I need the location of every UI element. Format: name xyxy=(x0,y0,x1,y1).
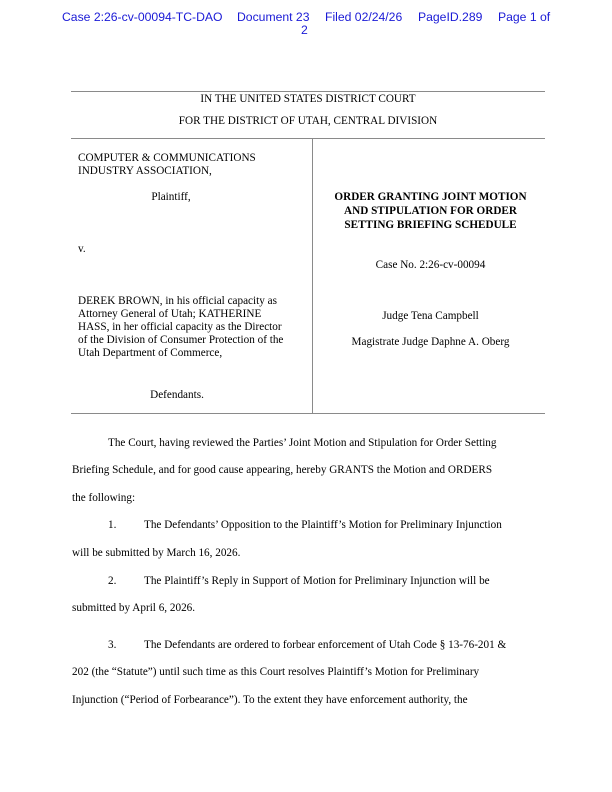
defendants-line: of the Division of Consumer Protection of the xyxy=(78,334,284,346)
plaintiff-name-line2: INDUSTRY ASSOCIATION, xyxy=(78,165,212,177)
filed-date-stamp: Filed 02/24/26 xyxy=(325,10,403,24)
caption-bottom-rule xyxy=(71,413,545,414)
defendants-line: HASS, in her official capacity as the Director xyxy=(78,321,282,333)
item-text: Injunction (“Period of Forbearance”). To the extent they have enforcement authority, the xyxy=(72,694,468,706)
order-title-line: AND STIPULATION FOR ORDER xyxy=(344,205,517,217)
defendants-line: DEREK BROWN, in his official capacity as xyxy=(78,295,277,307)
item-number: 3. xyxy=(108,639,117,651)
court-district: FOR THE DISTRICT OF UTAH, CENTRAL DIVISION xyxy=(178,115,438,127)
versus: v. xyxy=(78,243,86,255)
magistrate-judge-name: Magistrate Judge Daphne A. Oberg xyxy=(351,336,510,348)
intro-line: Briefing Schedule, and for good cause appearing, hereby GRANTS the Motion and ORDERS xyxy=(72,464,493,476)
item-text: The Plaintiff’s Reply in Support of Motion for Preliminary Injunction will be xyxy=(144,575,490,587)
pageid-stamp: PageID.289 xyxy=(418,10,483,24)
judge-name: Judge Tena Campbell xyxy=(382,310,479,322)
caption-divider xyxy=(312,139,313,414)
court-name: IN THE UNITED STATES DISTRICT COURT xyxy=(200,93,416,105)
order-title-line: ORDER GRANTING JOINT MOTION xyxy=(334,191,527,203)
order-title-line: SETTING BRIEFING SCHEDULE xyxy=(344,219,517,231)
defendants-line: Utah Department of Commerce, xyxy=(78,347,223,359)
document-number-stamp: Document 23 xyxy=(237,10,310,24)
intro-line: the following: xyxy=(72,492,136,504)
case-number-stamp: Case 2:26-cv-00094-TC-DAO xyxy=(62,10,223,24)
caption-top-rule xyxy=(71,138,545,139)
intro-line: The Court, having reviewed the Parties’ Joint Motion and Stipulation for Order Setting xyxy=(108,437,497,449)
defendants-line: Attorney General of Utah; KATHERINE xyxy=(78,308,262,320)
plaintiff-name-line1: COMPUTER & COMMUNICATIONS xyxy=(78,152,256,164)
page-number-stamp: Page 1 of xyxy=(498,10,551,24)
item-text: The Defendants’ Opposition to the Plaintiff’s Motion for Preliminary Injunction xyxy=(144,519,502,531)
item-text: submitted by April 6, 2026. xyxy=(72,602,196,614)
total-pages-stamp: 2 xyxy=(301,23,308,37)
item-text: will be submitted by March 16, 2026. xyxy=(72,547,241,559)
ecf-header xyxy=(0,10,612,40)
case-number: Case No. 2:26-cv-00094 xyxy=(375,259,486,271)
item-text: 202 (the “Statute”) until such time as this Court resolves Plaintiff’s Motion for Preliminary xyxy=(72,666,480,678)
plaintiff-label: Plaintiff, xyxy=(151,191,191,203)
item-text: The Defendants are ordered to forbear enforcement of Utah Code § 13-76-201 & xyxy=(144,639,507,651)
item-number: 2. xyxy=(108,575,117,587)
defendants-label: Defendants. xyxy=(150,389,204,401)
item-number: 1. xyxy=(108,519,117,531)
top-rule xyxy=(71,91,545,92)
